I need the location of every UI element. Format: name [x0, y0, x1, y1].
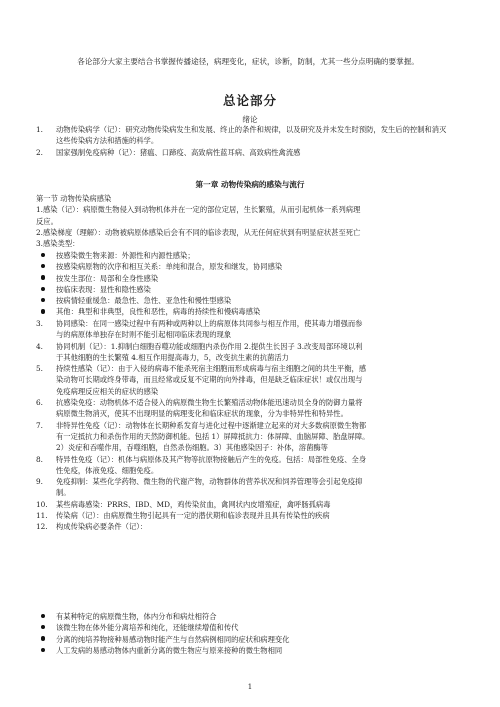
- introduction-list: [36, 124, 448, 158]
- bullet-icon: [41, 611, 53, 622]
- text-line: 有一定抵抗力和杀伤作用的天然防御机能。包括 1）屏障抵抗力：体屏障、血脑屏障、胎盘屏障。: [56, 431, 370, 441]
- text-line: 协同机制（记）：1.抑制白细胞吞噬功能或细胞内杀伤作用 2.提供生长因子 3.改变局部环境以利: [56, 341, 363, 351]
- part-title: 总论部分: [222, 93, 277, 108]
- bullet-item: [36, 250, 448, 261]
- item-number: 7.: [36, 420, 43, 430]
- text-line: 构成传染病必要条件（记）：: [56, 522, 148, 532]
- text-line: 特异性免疫（记）：机体与病原体及其产物等抗原物接触后产生的免疫。包括：局部性免疫、全身: [56, 454, 367, 464]
- numbered-item: [36, 476, 448, 499]
- text-line: 于其他细胞的生长繁殖 4.相互作用提高毒力，5，改变抗生素的抗菌活力: [56, 352, 289, 362]
- bullet-text: 其他：典型和非典型，良性和恶性，病毒的持续性和慢病毒感染: [56, 307, 261, 317]
- item-text: 动物传染病学（记）：研究动物传染病发生和发展、终止的条件和规律，以及研究及并未发生时预防，发生后的控制和消灭这些传染病方法和措施的科学。: [56, 125, 447, 146]
- text-line: 协同感染：在同一感染过程中有两种或两种以上的病原体共同参与相互作用，使其毒力增强而参: [56, 319, 363, 328]
- bullet-text: 人工发病的易感动物体内重新分离的微生物应与原来接种的微生物相同: [56, 645, 283, 655]
- text-line: 与的病原体单独存在时则不能引起相同临床表现的现象: [56, 330, 232, 340]
- bullet-item: [36, 645, 448, 656]
- text-line: 1.感染（记）：病原微生物侵入到动物机体并在一定的部位定居，生长繁殖，从而引起机体一系列病理: [36, 205, 361, 215]
- text-line: 病原微生物消灭，使其不出现明显的病理变化和临床症状的现象，分为非特异性和特异性。: [56, 409, 348, 419]
- numbered-item: [36, 341, 448, 364]
- page-number: 1: [247, 683, 253, 691]
- numbered-item: [36, 454, 448, 477]
- text-line: 反应。: [36, 216, 58, 226]
- bullet-icon: [41, 645, 53, 656]
- bullet-item: [36, 295, 448, 306]
- list-item: [36, 147, 448, 158]
- bullet-icon: [41, 284, 53, 295]
- bullet-text: 分离的纯培养物接种易感动物时能产生与自然病例相同的症状和病理变化: [56, 634, 290, 644]
- numbered-item: [36, 420, 448, 454]
- text-line: 某些病毒感染：PRRS、IBD、MD，鸡传染贫血，禽网状内皮增殖症，禽呼肠孤病毒: [56, 499, 331, 509]
- numbered-item: [36, 363, 448, 397]
- text-line: 2.感染梯度（理解）：动物被病原体感染后会有不同的临诊表现，从无任何症状到有明显症状甚至死亡: [36, 227, 361, 237]
- numbered-item: [36, 521, 448, 532]
- intro-paragraph: 各论部分大家主要结合书掌握传播途径，病理变化，症状，诊断，防制，尤其一些分点明确的要掌握。: [77, 57, 419, 66]
- bullet-item: [36, 273, 448, 284]
- bullet-item: [36, 611, 448, 622]
- bullet-icon: [41, 634, 53, 645]
- numbered-item: [36, 397, 448, 420]
- text-line: 染动物可长期或终身带毒，而且经常或反复不定期的向外排毒，但是缺乏临床症状！或仅出现与: [56, 375, 363, 385]
- list-item: [36, 124, 448, 147]
- bullet-item: [36, 306, 448, 317]
- text-line: 3.感染类型：: [36, 239, 80, 249]
- item-number: 12.: [36, 522, 48, 532]
- text-line: 制。: [56, 488, 71, 498]
- bullet-text: 按临床表现：显性和隐性感染: [56, 284, 151, 294]
- bullet-text: 有某种特定的病原微生物，体内分布和病灶相符合: [56, 612, 217, 621]
- item-number: 10.: [36, 499, 48, 509]
- bullet-icon: [41, 295, 53, 306]
- bullet-text: 按感染病原物的次序和相互关系：单纯和混合，原发和继发，协同感染: [56, 262, 283, 272]
- chapter-title: 第一章 动物传染病的感染与流行: [195, 180, 305, 189]
- item-number: 1.: [36, 125, 43, 134]
- bullet-icon: [41, 250, 53, 261]
- bullet-icon: [41, 261, 53, 272]
- item-number: 2.: [36, 147, 43, 157]
- numbered-item: [36, 499, 448, 510]
- text-line: 传染病（记）：由病原微生物引起具有一定的潜伏期和临诊表现并且具有传染性的疾病: [56, 511, 330, 521]
- bullet-text: 按病情轻重缓急：最急性、急性、亚急性和慢性型感染: [56, 296, 232, 306]
- bullet-text: 该微生物在体外能分离培养和纯化，还能继续增值和传代: [56, 623, 239, 633]
- section-heading-introduction: 绪论: [242, 115, 258, 124]
- item-number: 9.: [36, 477, 43, 487]
- text-line: 持续性感染（记）：由于入侵的病毒不能杀死宿主细胞而形成病毒与宿主细胞之间的共生平衡，感: [56, 364, 367, 374]
- bullet-icon: [41, 273, 53, 284]
- numbered-item: [36, 510, 448, 521]
- text-line: 抗感染免疫：动物机体不适合侵入的病原微生物生长繁殖活动物体能迅速动员全身的防御力量将: [56, 398, 363, 408]
- bullet-item: [36, 284, 448, 295]
- bullet-text: 按发生部位：局部和全身性感染: [56, 273, 159, 283]
- text-line: 非特异性免疫（记）：动物体在长期种系发育与进化过程中逐渐建立起来的对大多数病原微生物都: [56, 420, 367, 430]
- item-number: 3.: [36, 319, 43, 328]
- conditions-list: [36, 611, 448, 656]
- bullet-icon: [41, 622, 53, 633]
- numbered-item: [36, 318, 448, 341]
- bullet-text: 按感染微生物来源：外源性和内源性感染；: [56, 251, 195, 260]
- item-number: 8.: [36, 454, 43, 464]
- text-line: 免疫抑制：某些化学药物、微生物的代谢产物，动物群体的营养状况和饲养管理等会引起免疫抑: [56, 477, 363, 487]
- bullet-item: [36, 634, 448, 645]
- item-number: 11.: [36, 511, 48, 521]
- bullet-item: [36, 622, 448, 633]
- text-line: 性免疫，体液免疫、细胞免疫。: [56, 465, 159, 475]
- numbered-list: [36, 318, 448, 533]
- bullet-icon: [41, 306, 53, 317]
- item-number: 6.: [36, 398, 43, 408]
- infection-types-list: [36, 250, 448, 318]
- chapter-body: [36, 193, 448, 249]
- item-number: 5.: [36, 364, 43, 374]
- item-text: 国家强制免疫病种（记）：猪瘟、口蹄疫、高致病性蓝耳病、高致病性禽流感: [56, 147, 301, 157]
- text-line: 2）炎症和吞噬作用，吞噬细胞，自然杀伤细胞。3）其他感染因子：补体，溶菌酶等: [56, 443, 328, 453]
- item-number: 4.: [36, 341, 43, 351]
- section-heading: 第一节 动物传染病感染: [36, 194, 112, 203]
- bullet-item: [36, 261, 448, 272]
- text-line: 免疫病理反应相关的症状的感染: [56, 386, 159, 396]
